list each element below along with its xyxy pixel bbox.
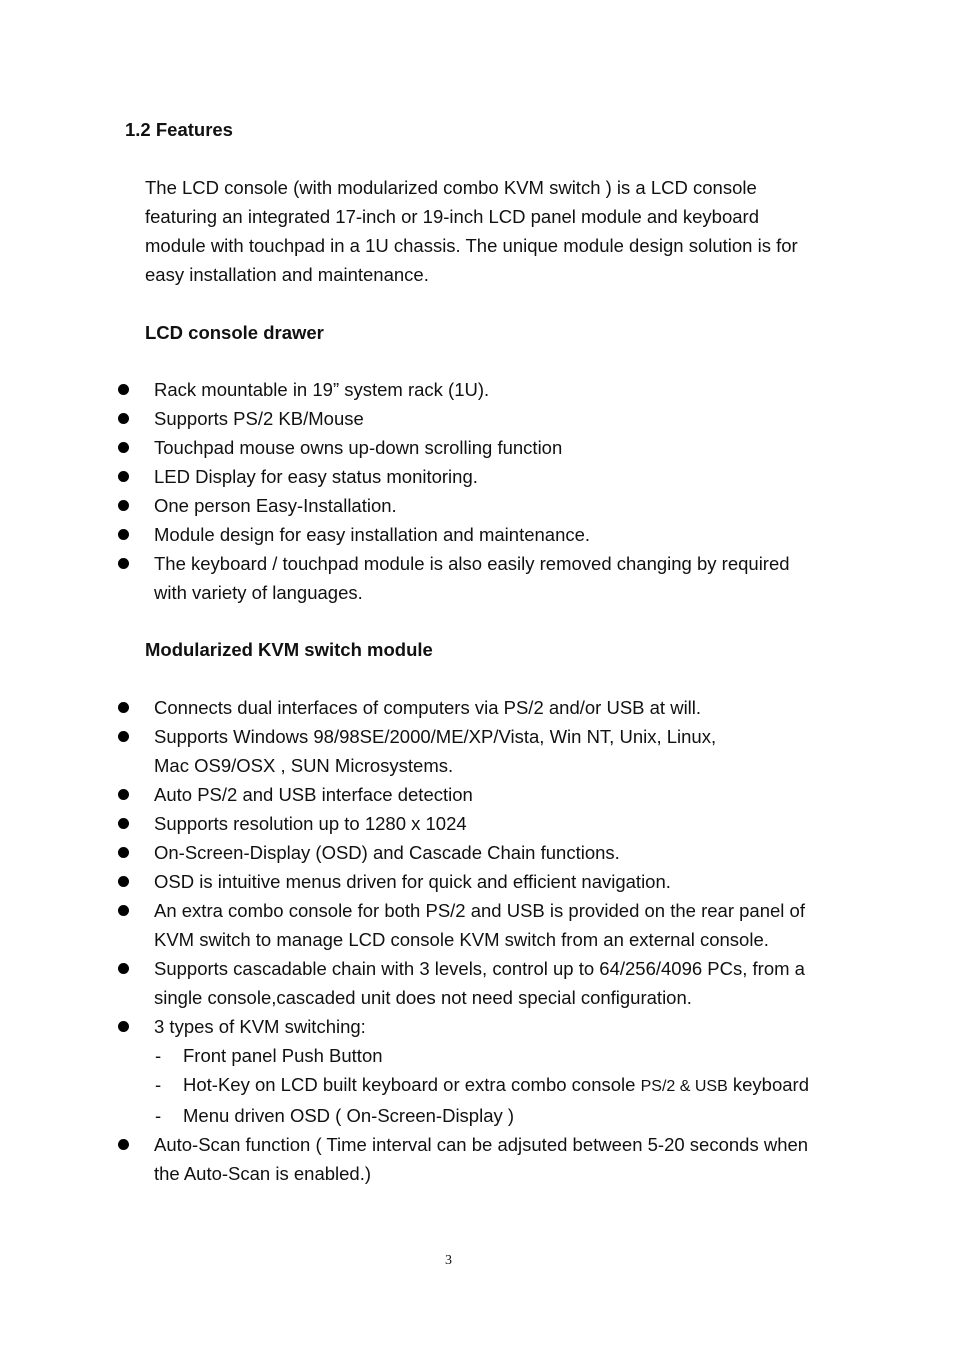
bullet-icon [118, 731, 129, 742]
list-item-text: with variety of languages. [154, 582, 363, 603]
list-item-text: An extra combo console for both PS/2 and USB is provided on the rear panel of [154, 900, 805, 921]
bullet-icon [118, 847, 129, 858]
bullet-icon [118, 1021, 129, 1032]
bullet-icon [118, 905, 129, 916]
list-item [0, 1012, 954, 1041]
kvm-module-heading: Modularized KVM switch module [145, 639, 433, 660]
list-item-text: Supports resolution up to 1280 x 1024 [154, 813, 467, 834]
intro-line: module with touchpad in a 1U chassis. The unique module design solution is for [145, 235, 798, 256]
list-item [0, 404, 954, 433]
bullet-icon [118, 818, 129, 829]
bullet-icon [118, 963, 129, 974]
list-item-text: On-Screen-Display (OSD) and Cascade Chain functions. [154, 842, 620, 863]
dash-marker: - [155, 1105, 162, 1126]
bullet-icon [118, 1139, 129, 1150]
list-item [0, 549, 954, 607]
list-item-text: Connects dual interfaces of computers via PS/2 and/or USB at will. [154, 697, 702, 718]
list-item [0, 838, 954, 867]
list-item [0, 896, 954, 954]
list-item-text: Rack mountable in 19” system rack (1U). [154, 379, 490, 400]
list-item [0, 1130, 954, 1188]
list-item [0, 809, 954, 838]
list-item [0, 520, 954, 549]
lcd-drawer-heading: LCD console drawer [145, 322, 324, 343]
page-number: 3 [445, 1253, 452, 1268]
list-item [0, 867, 954, 896]
switching-type-text: keyboard [727, 1074, 809, 1095]
switching-type-item [0, 1041, 954, 1070]
lcd-drawer-list [0, 375, 954, 607]
list-item-text: The keyboard / touchpad module is also easily removed changing by required [154, 553, 790, 574]
list-item-text: Supports Windows 98/98SE/2000/ME/XP/Vista, Win NT, Unix, Linux, [154, 726, 717, 747]
bullet-icon [118, 471, 129, 482]
list-item-text: OSD is intuitive menus driven for quick and efficient navigation. [154, 871, 671, 892]
list-item-text: Touchpad mouse owns up-down scrolling function [154, 437, 563, 458]
switching-type-text: Front panel Push Button [183, 1045, 383, 1066]
bullet-icon [118, 702, 129, 713]
list-item-text: Module design for easy installation and maintenance. [154, 524, 591, 545]
bullet-icon [118, 876, 129, 887]
list-item-text: KVM switch to manage LCD console KVM switch from an external console. [154, 929, 769, 950]
list-item-text: Auto PS/2 and USB interface detection [154, 784, 473, 805]
bullet-icon [118, 413, 129, 424]
switching-type-item [0, 1070, 954, 1101]
bullet-icon [118, 529, 129, 540]
list-item-text: 3 types of KVM switching: [154, 1016, 366, 1037]
intro-line: easy installation and maintenance. [145, 264, 429, 285]
list-item [0, 780, 954, 809]
bullet-icon [118, 789, 129, 800]
section-title: 1.2 Features [125, 119, 233, 140]
list-item [0, 722, 954, 780]
switching-type-text: Hot-Key on LCD built keyboard or extra combo console [183, 1074, 641, 1095]
list-item-text: Supports cascadable chain with 3 levels, control up to 64/256/4096 PCs, from a [154, 958, 805, 979]
list-item-text: Auto-Scan function ( Time interval can be adjsuted between 5-20 seconds when [154, 1134, 809, 1155]
list-item-text: Supports PS/2 KB/Mouse [154, 408, 364, 429]
list-item-text: single console,cascaded unit does not need special configuration. [154, 987, 692, 1008]
list-item-text: LED Display for easy status monitoring. [154, 466, 478, 487]
intro-line: The LCD console (with modularized combo KVM switch ) is a LCD console [145, 177, 757, 198]
list-item [0, 491, 954, 520]
list-item [0, 954, 954, 1012]
list-item-text: the Auto-Scan is enabled.) [154, 1163, 372, 1184]
bullet-icon [118, 500, 129, 511]
list-item-text: Mac OS9/OSX , SUN Microsystems. [154, 755, 454, 776]
intro-line: featuring an integrated 17-inch or 19-inch LCD panel module and keyboard [145, 206, 759, 227]
interface-names: PS/2 & USB [640, 1078, 728, 1095]
list-item [0, 433, 954, 462]
bullet-icon [118, 442, 129, 453]
list-item [0, 462, 954, 491]
bullet-icon [118, 558, 129, 569]
dash-marker: - [155, 1045, 162, 1066]
dash-marker: - [155, 1074, 162, 1095]
switching-type-text: Menu driven OSD ( On-Screen-Display ) [183, 1105, 515, 1126]
kvm-module-list [0, 693, 954, 1188]
list-item [0, 375, 954, 404]
list-item-text: One person Easy-Installation. [154, 495, 397, 516]
bullet-icon [118, 384, 129, 395]
intro-paragraph [145, 173, 845, 289]
switching-type-item [0, 1101, 954, 1130]
list-item [0, 693, 954, 722]
